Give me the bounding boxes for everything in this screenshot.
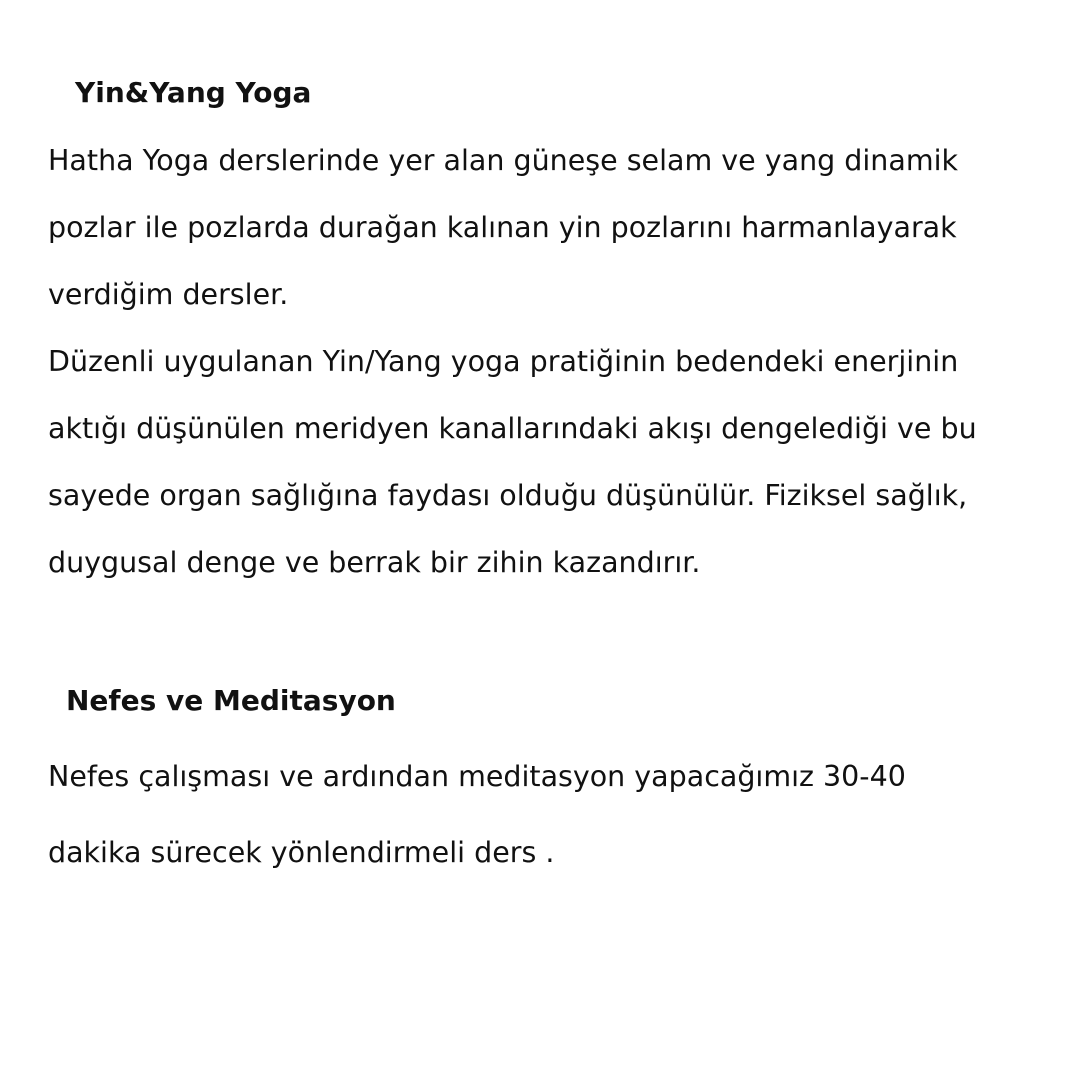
breath-meditation-text-line: Nefes çalışması ve ardından meditasyon yapacağımız 30-40: [48, 760, 906, 793]
yin-yang-text-line: pozlar ile pozlarda durağan kalınan yin pozlarını harmanlayarak: [48, 211, 957, 244]
yin-yang-text-line: Hatha Yoga derslerinde yer alan güneşe selam ve yang dinamik: [48, 144, 959, 177]
yin-yang-text-line: verdiğim dersler.: [48, 278, 289, 311]
yin-yang-text-line: aktığı düşünülen meridyen kanallarındaki akışı dengelediği ve bu: [48, 412, 977, 445]
yin-yang-text-line: Düzenli uygulanan Yin/Yang yoga pratiğinin bedendeki enerjinin: [48, 345, 959, 378]
yin-yang-heading: Yin&Yang Yoga: [75, 76, 312, 109]
breath-meditation-heading: Nefes ve Meditasyon: [66, 684, 396, 717]
yin-yang-text-line: duygusal denge ve berrak bir zihin kazandırır.: [48, 546, 701, 579]
breath-meditation-text-line: dakika sürecek yönlendirmeli ders .: [48, 836, 555, 869]
yin-yang-text-line: sayede organ sağlığına faydası olduğu düşünülür. Fiziksel sağlık,: [48, 479, 968, 512]
